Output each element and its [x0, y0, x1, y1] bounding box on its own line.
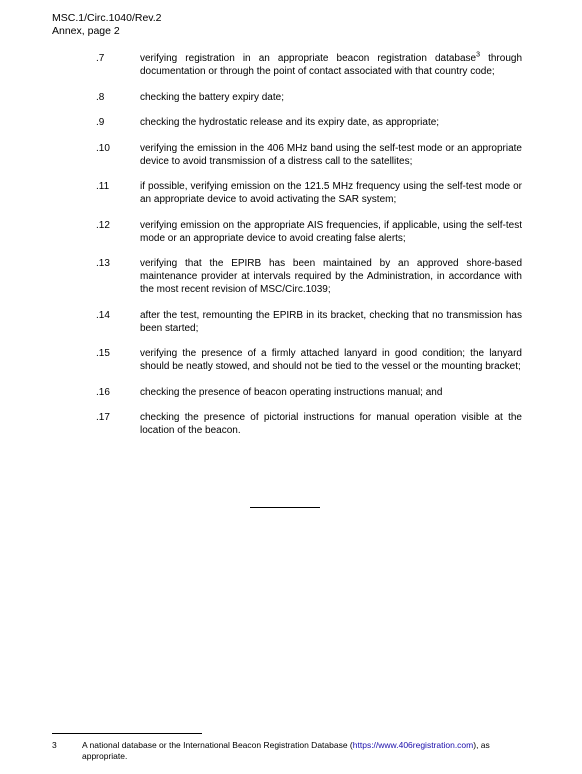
- list-item: [52, 91, 522, 104]
- item-number: .13: [96, 258, 110, 269]
- item-number: .14: [96, 309, 110, 321]
- list-item: [52, 219, 522, 245]
- footnote-separator: [52, 733, 202, 734]
- item-text: if possible, verifying emission on the 121.5 MHz frequency using the self-test mode or an appropriate device to avoid activating the SAR system;: [140, 181, 522, 205]
- list-item: [52, 116, 522, 129]
- list-item: [52, 142, 522, 168]
- item-text: checking the presence of beacon operating instructions manual; and: [140, 386, 443, 398]
- registration-link[interactable]: https://www.406registration.com: [352, 740, 474, 750]
- list-item: [52, 411, 522, 437]
- item-number: .17: [96, 412, 110, 423]
- checklist-items: [52, 52, 522, 450]
- footnote-reference[interactable]: 3: [476, 51, 481, 59]
- item-number: .16: [96, 386, 110, 398]
- page-header: [52, 12, 162, 38]
- item-number: .10: [96, 142, 110, 154]
- item-text: checking the presence of pictorial instructions for manual operation visible at the location of the beacon.: [140, 412, 522, 436]
- page-indicator: Annex, page 2: [52, 25, 120, 37]
- item-text: after the test, remounting the EPIRB in its bracket, checking that no transmission has been started;: [140, 309, 522, 334]
- list-item: [52, 386, 522, 399]
- list-item: [52, 52, 522, 78]
- item-number: .8: [96, 91, 105, 103]
- item-text: verifying registration in an appropriate beacon registration database$^3$ through documentation or through the point of contact associated with that country code;: [140, 51, 522, 77]
- list-item: [52, 257, 522, 296]
- item-text: verifying the presence of a firmly attached lanyard in good condition; the lanyard should be neatly stowed, and should not be tied to the vessel or the mounting bracket;: [140, 348, 522, 372]
- item-text: verifying the emission in the 406 MHz band using the self-test mode or an appropriate device to avoid transmission of a distress call to the satellites;: [140, 142, 522, 167]
- section-end-divider: [250, 507, 320, 508]
- footnote: [52, 740, 528, 762]
- list-item: [52, 347, 522, 373]
- item-number: .11: [96, 181, 110, 192]
- document-reference: MSC.1/Circ.1040/Rev.2: [52, 12, 162, 24]
- item-number: .9: [96, 117, 105, 128]
- item-text: checking the battery expiry date;: [140, 91, 284, 103]
- list-item: [52, 180, 522, 206]
- list-item: [52, 309, 522, 335]
- item-text: checking the hydrostatic release and its expiry date, as appropriate;: [140, 117, 440, 128]
- footnote-text: A national database or the International Beacon Registration Database (https://www.406registration.com), as appropriate.: [82, 740, 490, 761]
- item-text: verifying emission on the appropriate AIS frequencies, if applicable, using the self-test mode or an appropriate device to avoid creating false alerts;: [140, 219, 522, 244]
- footnote-number: 3: [52, 740, 57, 750]
- item-number: .7: [96, 53, 105, 64]
- item-text: verifying that the EPIRB has been maintained by an approved shore-based maintenance provider at intervals required by the Administration, in accordance with the most recent revision of MSC/Circ.1039;: [140, 258, 522, 295]
- item-number: .12: [96, 219, 110, 231]
- item-number: .15: [96, 348, 110, 359]
